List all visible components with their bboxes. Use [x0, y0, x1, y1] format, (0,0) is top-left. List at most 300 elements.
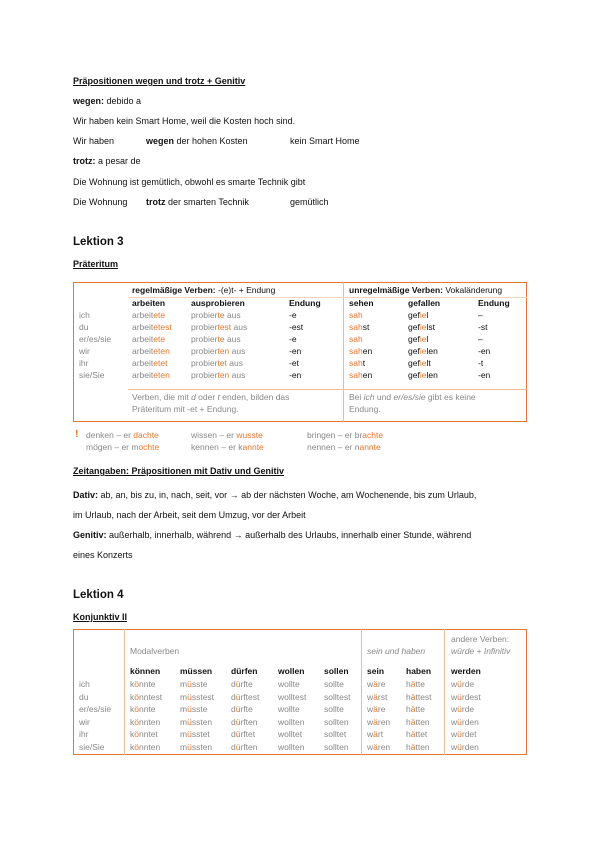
k-verb-form-part: w	[451, 716, 458, 727]
modalverben-header: Modalverben	[130, 646, 180, 656]
k-verb-form	[278, 742, 304, 753]
k-verb-form-part: wollten	[278, 741, 305, 752]
irregular-ending-part: –	[478, 334, 483, 344]
k-verb-form-part: re	[377, 704, 386, 714]
table-bottom-border	[73, 421, 527, 422]
k-verb-form-part: wolltet	[278, 729, 303, 739]
arbeiten-form-part: etest	[153, 322, 172, 332]
zeitangaben-heading: Zeitangaben: Präpositionen mit Dativ und Genitiv	[73, 466, 285, 476]
table-note-line	[128, 389, 527, 390]
sehen-form-part: st	[362, 322, 370, 332]
arbeiten-form-part: ete	[153, 334, 166, 344]
k-verb-form	[130, 717, 160, 728]
regular-ending	[289, 322, 303, 333]
gefallen-form-part: l	[426, 334, 429, 344]
k-verb-form	[367, 679, 385, 690]
irregular-verbs-header	[349, 285, 502, 296]
k-verb-form-part: w	[451, 679, 458, 689]
k-verb-form	[367, 729, 383, 740]
person-pronoun-part: er/es/sie	[79, 334, 112, 344]
gefallen-form-part: len	[426, 346, 438, 356]
sehen-form-part: sah	[349, 358, 363, 368]
arbeiten-form-part: arbeit	[132, 334, 154, 344]
k-verb-form-part: rftest	[240, 691, 260, 702]
k-verb-form-part: ü	[457, 729, 462, 739]
k-verb-form-part: ü	[187, 716, 192, 727]
sehen-form-part: sah	[349, 334, 363, 344]
ausprobieren-form-part: probier	[191, 358, 218, 368]
k-verb-form-part: sste	[191, 704, 208, 714]
irregular-ending-part: –	[478, 310, 483, 320]
k-verb-form-part: ü	[187, 679, 192, 689]
gefallen-form	[408, 346, 438, 357]
gefallen-form-part: l	[426, 310, 429, 320]
person-pronoun	[79, 310, 90, 321]
k-verb-form-part: w	[367, 679, 374, 689]
k-verb-form	[367, 692, 387, 703]
k-verb-form-part: ö	[134, 704, 139, 714]
k-verb-form	[180, 692, 214, 703]
k-verb-form-part: k	[130, 741, 135, 752]
k-verb-form-part: tten	[415, 716, 430, 727]
regular-ending	[289, 370, 301, 381]
k-person-pronoun	[79, 692, 88, 703]
ausprobieren-form-part: te	[217, 310, 225, 320]
gefallen-form	[408, 334, 428, 345]
note-left-line2: Präteritum mit -et + Endung.	[132, 404, 239, 414]
k-verb-form-part: rden	[461, 741, 479, 752]
k-verb-form-part: w	[367, 741, 374, 752]
k-verb-form	[180, 729, 210, 740]
k-verb-form-part: rften	[240, 741, 258, 752]
sein-haben-header: sein und haben	[367, 646, 426, 656]
regular-ending	[289, 310, 297, 321]
k-verb-form-part: sollte	[324, 679, 344, 689]
k-divider-3	[444, 629, 445, 755]
andere-header-1: andere Verben:	[451, 634, 510, 644]
gefallen-form	[408, 370, 438, 381]
mixed-verb-part: nennen – er n	[307, 442, 360, 452]
nr-a: Bei	[349, 392, 364, 402]
k-verb-form	[180, 704, 207, 715]
genitiv-text-1: außerhalb, innerhalb, während → außerhalb des Urlaubs, innerhalb einer Stunde, während	[106, 530, 472, 540]
arbeiten-form-part: arbeit	[132, 346, 154, 356]
ausprobieren-form-part: aus	[229, 346, 246, 356]
trotz-label: trotz:	[73, 156, 96, 166]
mixed-verb-part: bringen – er br	[307, 430, 363, 440]
k-col-header: wollen	[278, 666, 305, 676]
k-verb-form-part: ü	[457, 704, 462, 714]
note-left-line1	[132, 392, 289, 403]
k-verb-form-part: ö	[134, 741, 139, 752]
k-verb-form-part: ä	[410, 741, 416, 752]
k-verb-form-part: k	[130, 704, 135, 714]
arbeiten-form	[132, 358, 167, 369]
gefallen-form-part: lt	[426, 358, 431, 368]
k-verb-form-part: k	[130, 679, 135, 689]
ausprobieren-form	[191, 346, 245, 357]
col-endung-2: Endung	[478, 298, 510, 308]
k-verb-form	[130, 679, 156, 690]
person-pronoun-part: ich	[79, 310, 90, 320]
person-pronoun	[79, 358, 88, 369]
k-verb-form-part: w	[451, 704, 458, 714]
k-verb-form-part: ren	[377, 716, 391, 727]
k-verb-form	[180, 679, 207, 690]
gefallen-form-part: gef	[408, 310, 420, 320]
k-divider-2	[361, 629, 362, 755]
k-verb-form-part: ä	[410, 679, 416, 689]
gefallen-form-part: gef	[408, 334, 420, 344]
k-verb-form-part: ö	[134, 716, 139, 727]
k-verb-form-part: h	[406, 741, 411, 752]
k-verb-form-part: ä	[373, 716, 378, 727]
k-verb-form-part: nntest	[138, 691, 163, 702]
k-verb-form	[324, 679, 344, 690]
k-verb-form	[406, 729, 427, 740]
genitiv-line-1	[73, 530, 471, 540]
k-verb-form-part: wollte	[278, 679, 300, 689]
table-right-border	[526, 282, 527, 422]
col-arbeiten: arbeiten	[132, 298, 166, 308]
k-verb-form-part: ä	[410, 704, 416, 714]
dativ-text-1: ab, an, bis zu, in, nach, seit, vor → ab der nächsten Woche, am Wochenende, bis zum Urlaub,	[98, 490, 477, 500]
k-verb-form-part: w	[367, 729, 374, 739]
k-col-header: können	[130, 666, 161, 676]
col-ausprobieren: ausprobieren	[191, 298, 245, 308]
ex4-genitive: der smarten Technik	[165, 197, 249, 207]
col-endung: Endung	[289, 298, 321, 308]
k-verb-form	[406, 717, 430, 728]
ausprobieren-form-part: probier	[191, 346, 218, 356]
arbeiten-form-part: etet	[153, 358, 168, 368]
k-verb-form	[231, 679, 253, 690]
k-verb-form-part: rt	[377, 729, 384, 739]
k-verb-form	[130, 692, 162, 703]
person-pronoun-part: wir	[79, 346, 90, 356]
k-verb-form-part: ü	[457, 716, 462, 727]
k-verb-form	[130, 742, 160, 753]
k-person-pronoun-part: ich	[79, 679, 90, 689]
lektion3-heading: Lektion 3	[73, 236, 124, 248]
k-verb-form	[180, 742, 212, 753]
person-pronoun	[79, 370, 105, 381]
irregular-head-bold: unregelmäßige Verben:	[349, 285, 443, 295]
k-verb-form	[406, 679, 425, 690]
table-top-border	[73, 282, 527, 283]
k-verb-form	[278, 692, 306, 703]
ausprobieren-form	[191, 310, 241, 321]
arbeiten-form	[132, 322, 172, 333]
irregular-ending	[478, 334, 483, 345]
k-verb-form	[278, 679, 300, 690]
k-table-top-border	[73, 629, 527, 630]
k-verb-form	[324, 692, 350, 703]
k-verb-form-part: ü	[235, 691, 241, 702]
k-verb-form-part: nnten	[138, 716, 161, 727]
k-verb-form-part: ä	[373, 691, 378, 702]
k-verb-form-part: ren	[377, 741, 391, 752]
k-verb-form-part: wollten	[278, 716, 305, 727]
sehen-form	[349, 358, 365, 369]
example-sentence-2	[73, 136, 114, 146]
gefallen-form	[408, 358, 431, 369]
regular-ending-part: -et	[289, 358, 299, 368]
gefallen-form-part: gef	[408, 346, 420, 356]
nr-e: gibt es keine	[425, 392, 476, 402]
mixed-verb-part: denken – er	[86, 430, 134, 440]
mixed-verb-part: ochte	[138, 442, 160, 452]
k-verb-form	[324, 729, 346, 740]
k-verb-form-part: rftet	[240, 729, 256, 739]
k-verb-form-part: w	[367, 691, 374, 702]
person-pronoun-part: sie/Sie	[79, 370, 105, 380]
k-verb-form-part: rdest	[461, 691, 481, 702]
mixed-verb	[86, 430, 159, 441]
k-verb-form	[406, 692, 432, 703]
k-verb-form-part: m	[180, 679, 188, 689]
genitiv-label: Genitiv:	[73, 530, 107, 540]
ausprobieren-form-part: aus	[226, 358, 243, 368]
regular-ending	[289, 346, 301, 357]
example-sentence-3: Die Wohnung ist gemütlich, obwohl es smarte Technik gibt	[73, 177, 306, 187]
k-verb-form	[180, 717, 212, 728]
ausprobieren-form	[191, 334, 241, 345]
irregular-ending	[478, 358, 483, 369]
mixed-verb-part: wusste	[236, 430, 263, 440]
k-verb-form-part: ttest	[415, 691, 432, 702]
regular-ending-part: -e	[289, 310, 297, 320]
k-verb-form-part: rde	[461, 704, 475, 714]
person-pronoun-part: du	[79, 322, 89, 332]
k-person-pronoun	[79, 742, 105, 753]
k-verb-form	[231, 729, 255, 740]
gefallen-form	[408, 322, 435, 333]
k-table-bottom-border	[73, 754, 527, 755]
k-verb-form-part: ö	[134, 729, 139, 739]
k-person-pronoun-part: du	[79, 691, 89, 702]
sehen-form-part: en	[362, 370, 373, 380]
gefallen-form	[408, 310, 428, 321]
ausprobieren-form-part: aus	[229, 370, 246, 380]
k-verb-form	[130, 704, 156, 715]
ausprobieren-form-part: probier	[191, 370, 218, 380]
k-verb-form-part: sste	[191, 679, 208, 689]
arbeiten-form	[132, 334, 165, 345]
gefallen-form-part: ie	[419, 334, 427, 344]
k-col-header: haben	[406, 666, 432, 676]
k-verb-form-part: ä	[410, 729, 416, 739]
k-verb-form-part: w	[451, 729, 458, 739]
k-verb-form-part: ö	[134, 691, 139, 702]
k-verb-form-part: h	[406, 704, 411, 714]
k-verb-form-part: nnte	[138, 704, 156, 714]
k-verb-form-part: ä	[373, 704, 378, 714]
arbeiten-form-part: eten	[153, 346, 170, 356]
k-verb-form-part: sollten	[324, 716, 349, 727]
k-verb-form	[451, 717, 479, 728]
ausprobieren-form-part: probier	[191, 334, 218, 344]
k-verb-form	[324, 704, 344, 715]
ex4-prep	[146, 197, 249, 207]
k-verb-form-part: ttet	[415, 729, 428, 739]
k-verb-form	[231, 717, 257, 728]
k-verb-form-part: ü	[235, 741, 241, 752]
k-verb-form-part: w	[451, 741, 458, 752]
k-verb-form	[451, 679, 474, 690]
nr-b: ich	[363, 392, 375, 402]
arbeiten-form	[132, 370, 170, 381]
ex2-part-d: kein Smart Home	[290, 136, 360, 146]
k-verb-form-part: tten	[415, 741, 430, 752]
k-verb-form-part: ü	[187, 691, 192, 702]
table-divider	[343, 282, 344, 422]
irregular-ending	[478, 370, 490, 381]
k-verb-form-part: sollten	[324, 741, 349, 752]
arbeiten-form	[132, 310, 165, 321]
k-verb-form	[367, 742, 390, 753]
k-col-header: sollen	[324, 666, 349, 676]
arbeiten-form-part: eten	[153, 370, 170, 380]
nl-c: oder	[195, 392, 218, 402]
k-verb-form-part: rdet	[461, 729, 477, 739]
k-person-pronoun	[79, 717, 90, 728]
k-verb-form-part: d	[231, 704, 236, 714]
k-verb-form-part: h	[406, 691, 411, 702]
sehen-form-part: sah	[349, 346, 363, 356]
ausprobieren-form-part: aus	[231, 322, 248, 332]
k-verb-form-part: m	[180, 729, 188, 739]
arbeiten-form-part: arbeit	[132, 358, 154, 368]
sehen-form	[349, 322, 369, 333]
gefallen-form-part: ie	[419, 310, 427, 320]
note-right-line1	[349, 392, 476, 403]
k-col-header: sein	[367, 666, 385, 676]
mixed-verb	[191, 442, 264, 453]
k-person-pronoun-part: er/es/sie	[79, 704, 112, 714]
k-divider-1	[124, 629, 125, 755]
k-verb-form-part: ä	[373, 729, 378, 739]
table-header-line	[128, 297, 527, 298]
irregular-ending	[478, 322, 487, 333]
irregular-ending-part: -en	[478, 370, 491, 380]
k-verb-form-part: rften	[240, 716, 258, 727]
k-verb-form-part: ü	[187, 741, 192, 752]
k-verb-form	[278, 717, 304, 728]
arbeiten-form-part: arbeit	[132, 370, 154, 380]
nl-b: d	[191, 392, 196, 402]
k-table-left-border	[73, 629, 74, 755]
k-verb-form-part: h	[406, 729, 411, 739]
regular-ending-part: -est	[289, 322, 304, 332]
k-col-header: werden	[451, 666, 481, 676]
ex2-prep	[146, 136, 248, 146]
k-verb-form-part: m	[180, 691, 188, 702]
k-table-right-border	[526, 629, 527, 755]
k-verb-form-part: rde	[461, 679, 475, 689]
k-verb-form	[324, 742, 349, 753]
k-col-header: müssen	[180, 666, 213, 676]
k-verb-form-part: w	[367, 716, 374, 727]
k-verb-form-part: ü	[187, 729, 192, 739]
mixed-verb-part: achte	[362, 430, 384, 440]
gefallen-form-part: ie	[419, 346, 427, 356]
k-verb-form	[451, 742, 479, 753]
k-verb-form-part: ü	[235, 704, 241, 714]
k-verb-form-part: d	[231, 741, 236, 752]
ausprobieren-form	[191, 358, 243, 369]
k-verb-form-part: h	[406, 679, 411, 689]
gefallen-form-part: ie	[419, 322, 427, 332]
ausprobieren-form	[191, 322, 247, 333]
regular-verbs-header	[132, 285, 275, 296]
irregular-ending-part: -st	[478, 322, 488, 332]
k-verb-form-part: ü	[235, 729, 241, 739]
ausprobieren-form-part: probier	[191, 322, 218, 332]
ausprobieren-form-part: aus	[224, 334, 241, 344]
k-verb-form-part: ä	[373, 741, 378, 752]
wegen-meaning: debido a	[104, 96, 142, 106]
mixed-verb-part: annte	[359, 442, 381, 452]
ex2-part-a: Wir haben	[73, 136, 115, 146]
sehen-form	[349, 370, 372, 381]
k-verb-form-part: d	[231, 716, 236, 727]
k-verb-form	[231, 692, 259, 703]
arbeiten-form-part: arbeit	[132, 322, 154, 332]
k-verb-form-part: sstet	[191, 729, 210, 739]
ausprobieren-form-part: test	[217, 322, 232, 332]
mixed-verb	[191, 430, 263, 441]
k-verb-form-part: d	[231, 729, 236, 739]
k-verb-form-part: nntet	[138, 729, 158, 739]
genitiv-line-2: eines Konzerts	[73, 550, 133, 560]
k-verb-form	[367, 717, 390, 728]
k-verb-form	[451, 729, 477, 740]
k-person-pronoun-part: sie/Sie	[79, 741, 105, 752]
sehen-form-part: en	[362, 346, 373, 356]
nr-c: und	[374, 392, 394, 402]
sehen-form	[349, 310, 363, 321]
k-verb-form-part: rst	[377, 691, 388, 702]
irregular-ending	[478, 310, 483, 321]
ausprobieren-form-part: ten	[217, 370, 230, 380]
k-verb-form-part: sollte	[324, 704, 344, 714]
k-verb-form-part: wolltest	[278, 691, 307, 702]
example-sentence-1: Wir haben kein Smart Home, weil die Kosten hoch sind.	[73, 116, 296, 126]
praeteritum-heading: Präteritum	[73, 259, 119, 269]
mixed-verb	[307, 442, 381, 453]
k-verb-form-part: tte	[415, 679, 425, 689]
regular-ending	[289, 334, 297, 345]
k-verb-form-part: h	[406, 716, 411, 727]
regular-head-bold: regelmäßige Verben:	[132, 285, 216, 295]
k-verb-form-part: ü	[457, 691, 462, 702]
k-verb-form-part: tte	[415, 704, 425, 714]
k-verb-form	[231, 704, 253, 715]
gefallen-form-part: len	[426, 370, 438, 380]
ausprobieren-form-part: tet	[217, 358, 227, 368]
k-verb-form-part: w	[451, 691, 458, 702]
k-verb-form-part: nnten	[138, 741, 161, 752]
gefallen-form-part: lst	[426, 322, 435, 332]
mixed-verb-part: kennen – er k	[191, 442, 243, 452]
ex4-part-a: Die Wohnung	[73, 197, 128, 207]
sehen-form	[349, 334, 363, 345]
k-verb-form-part: ü	[187, 704, 192, 714]
wegen-definition	[73, 96, 141, 106]
k-verb-form	[130, 729, 158, 740]
note-right-line2: Endung.	[349, 404, 381, 414]
